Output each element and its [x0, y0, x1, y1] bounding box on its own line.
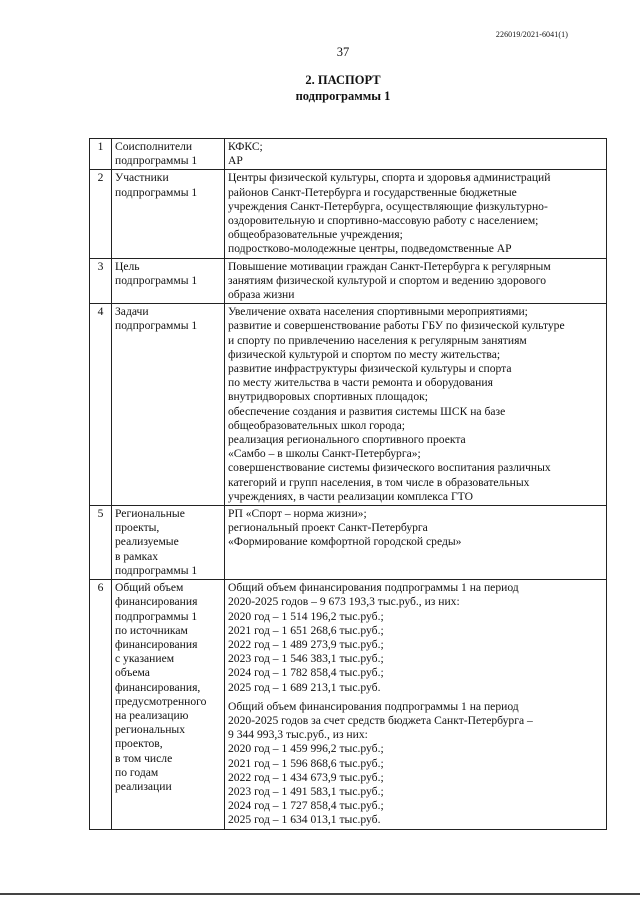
content-line: развитие и совершенствование работы ГБУ по физической культуре: [228, 319, 565, 333]
row-content: [225, 139, 607, 170]
content-line: 2024 год – 1 727 858,4 тыс.руб.;: [228, 799, 384, 813]
row-label: [112, 506, 225, 580]
passport-table: [89, 138, 607, 830]
content-line: Повышение мотивации граждан Санкт-Петербурга к регулярным: [228, 259, 551, 273]
content-line: КФКС;: [228, 140, 263, 153]
label-line: Цель: [115, 259, 140, 273]
content-line: и спорту по привлечению населения к регулярным занятиям: [228, 333, 527, 347]
label-line: на реализацию: [115, 708, 189, 722]
content-line: Общий объем финансирования подпрограммы 1 на период: [228, 581, 519, 595]
content-line: 2025 год – 1 689 213,1 тыс.руб.: [228, 680, 381, 694]
row-label: [112, 304, 225, 506]
label-line: финансирования: [115, 637, 198, 651]
table-row: [90, 170, 607, 258]
table-row: [90, 580, 607, 829]
row-number: 1: [90, 139, 112, 170]
label-line: Региональные: [115, 507, 185, 521]
content-line: 2024 год – 1 782 858,4 тыс.руб.;: [228, 666, 384, 680]
label-line: подпрограммы 1: [115, 154, 198, 168]
row-label: [112, 580, 225, 829]
content-line: региональный проект Санкт-Петербурга: [228, 521, 428, 535]
label-line: с указанием: [115, 652, 175, 666]
label-line: реализуемые: [115, 535, 179, 549]
row-label: [112, 139, 225, 170]
content-line: 2022 год – 1 434 673,9 тыс.руб.;: [228, 770, 384, 784]
title-line-1: 2. ПАСПОРТ: [305, 73, 381, 87]
content-line: районов Санкт-Петербурга и государственные бюджетные: [228, 185, 517, 199]
content-line: подростково-молодежные центры, подведомственные АР: [228, 242, 512, 256]
page-title: [0, 72, 640, 104]
content-line: учреждения Санкт-Петербурга, осуществляющие физкультурно-: [228, 199, 548, 213]
content-line: внутридворовых спортивных площадок;: [228, 390, 428, 404]
page-number: 37: [336, 45, 350, 59]
content-line: оздоровительную и спортивно-массовую работу с населением;: [228, 214, 539, 228]
document-id: 226019/2021-6041(1): [495, 30, 568, 39]
content-line: Общий объем финансирования подпрограммы 1 на период: [228, 699, 519, 713]
content-line: 2021 год – 1 596 868,6 тыс.руб.;: [228, 756, 384, 770]
label-line: в рамках: [115, 549, 159, 563]
row-content: [225, 304, 607, 506]
label-line: региональных: [115, 723, 186, 737]
content-line: Увеличение охвата населения спортивными мероприятиями;: [228, 305, 528, 319]
content-line: 2022 год – 1 489 273,9 тыс.руб.;: [228, 637, 384, 651]
row-number: 6: [90, 580, 112, 829]
row-content: [225, 258, 607, 304]
content-line: совершенствование системы физического воспитания различных: [228, 461, 551, 475]
content-line: 2021 год – 1 651 268,6 тыс.руб.;: [228, 623, 384, 637]
label-line: проектов,: [115, 737, 163, 751]
row-label: [112, 170, 225, 258]
content-line: Центры физической культуры, спорта и здоровья администраций: [228, 171, 551, 185]
table-row: [90, 258, 607, 304]
label-line: Участники: [115, 171, 169, 185]
row-content: [225, 170, 607, 258]
content-line: обеспечение создания и развития системы ШСК на базе: [228, 404, 506, 418]
row-label: [112, 258, 225, 304]
label-line: Общий объем: [115, 581, 184, 595]
row-number: 5: [90, 506, 112, 580]
label-line: подпрограммы 1: [115, 273, 198, 287]
content-line: «Формирование комфортной городской среды»: [228, 535, 462, 549]
label-line: предусмотренного: [115, 694, 207, 708]
content-line: 2023 год – 1 546 383,1 тыс.руб.;: [228, 652, 384, 666]
content-line: реализация регионального спортивного проекта: [228, 433, 466, 447]
content-line: учреждениях, в части реализации комплекса ГТО: [228, 489, 473, 503]
content-line: по месту жительства в части ремонта и оборудования: [228, 376, 493, 390]
row-number: 4: [90, 304, 112, 506]
content-line: физической культурой и спортом по месту жительства;: [228, 347, 501, 361]
content-line: 2020-2025 годов – 9 673 193,3 тыс.руб., из них:: [228, 595, 460, 609]
content-line: 2020-2025 годов за счет средств бюджета Санкт-Петербурга –: [228, 713, 533, 727]
label-line: финансирования,: [115, 680, 201, 694]
row-content: [225, 580, 607, 829]
table-row: [90, 304, 607, 506]
label-line: Задачи: [115, 305, 149, 319]
label-line: объема: [115, 666, 150, 680]
table-row: [90, 506, 607, 580]
row-content: [225, 506, 607, 580]
title-line-2: подпрограммы 1: [295, 89, 391, 103]
label-line: в том числе: [115, 751, 173, 765]
content-line: развитие инфраструктуры физической культуры и спорта: [228, 362, 512, 376]
content-line: АР: [228, 154, 243, 168]
table-row: [90, 139, 607, 170]
label-line: по источникам: [115, 623, 188, 637]
content-line: категорий и групп населения, в том числе в образовательных: [228, 475, 530, 489]
label-line: подпрограммы 1: [115, 319, 198, 333]
content-line: общеобразовательных школ города;: [228, 418, 405, 432]
label-line: подпрограммы 1: [115, 563, 198, 577]
content-line: образа жизни: [228, 288, 295, 302]
row-number: 3: [90, 258, 112, 304]
scan-edge-line: [0, 893, 640, 895]
content-line: 2023 год – 1 491 583,1 тыс.руб.;: [228, 784, 384, 798]
label-line: подпрограммы 1: [115, 185, 198, 199]
label-line: проекты,: [115, 521, 160, 535]
label-line: по годам: [115, 765, 159, 779]
content-line: 2020 год – 1 459 996,2 тыс.руб.;: [228, 742, 384, 756]
content-line: занятиям физической культурой и спортом и ведению здорового: [228, 273, 547, 287]
label-line: реализации: [115, 779, 172, 793]
content-line: общеобразовательные учреждения;: [228, 228, 403, 242]
content-line: РП «Спорт – норма жизни»;: [228, 507, 367, 521]
content-line: 2020 год – 1 514 196,2 тыс.руб.;: [228, 609, 384, 623]
label-line: Соисполнители: [115, 140, 193, 153]
label-line: подпрограммы 1: [115, 609, 198, 623]
row-number: 2: [90, 170, 112, 258]
content-line: 9 344 993,3 тыс.руб., из них:: [228, 728, 368, 742]
content-line: 2025 год – 1 634 013,1 тыс.руб.: [228, 813, 381, 827]
label-line: финансирования: [115, 595, 198, 609]
content-line: «Самбо – в школы Санкт-Петербурга»;: [228, 447, 421, 461]
